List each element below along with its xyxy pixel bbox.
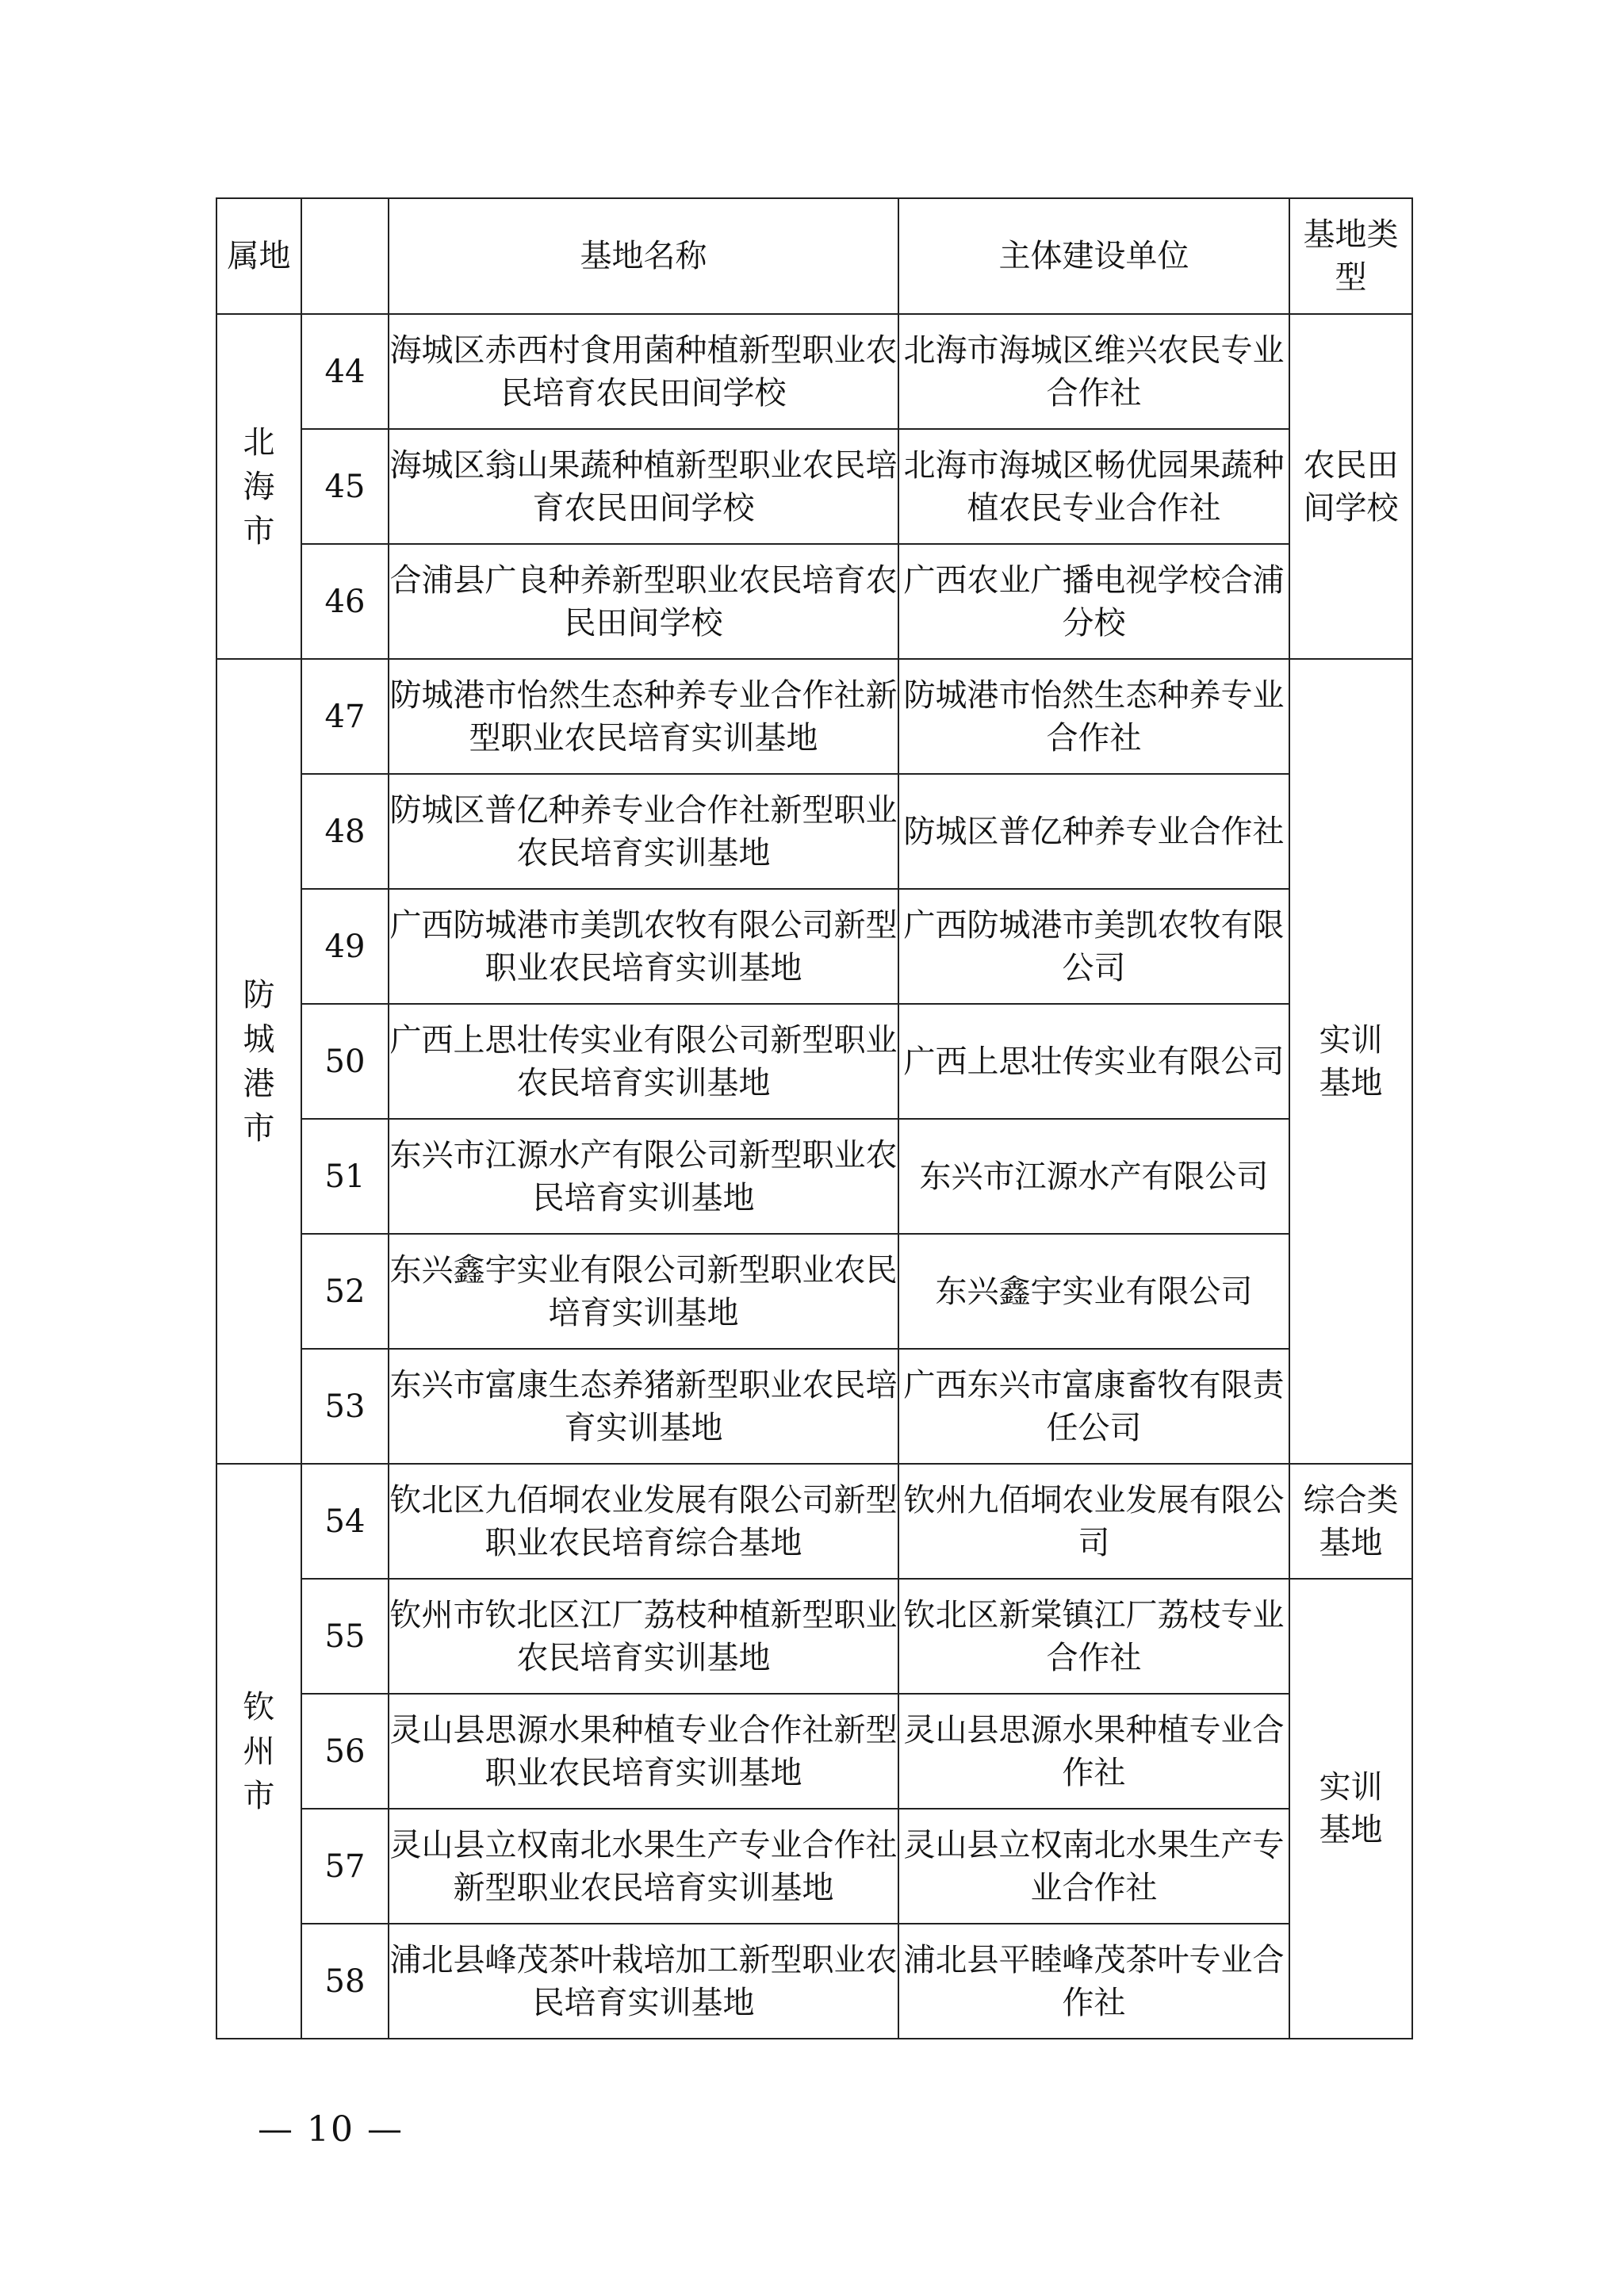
row-number: 57 xyxy=(301,1809,389,1924)
row-number: 56 xyxy=(301,1694,389,1809)
table-row xyxy=(216,429,1412,544)
row-number: 51 xyxy=(301,1119,389,1234)
row-number: 52 xyxy=(301,1234,389,1349)
base-list-table xyxy=(216,197,1413,2039)
table-row xyxy=(216,774,1412,889)
base-name: 钦北区九佰垌农业发展有限公司新型职业农民培育综合基地 xyxy=(389,1464,898,1579)
base-name: 广西上思壮传实业有限公司新型职业农民培育实训基地 xyxy=(389,1004,898,1119)
base-name: 钦州市钦北区江厂荔枝种植新型职业农民培育实训基地 xyxy=(389,1579,898,1694)
table-row xyxy=(216,1464,1412,1579)
table-row xyxy=(216,1119,1412,1234)
table-row xyxy=(216,544,1412,659)
header-base-name: 基地名称 xyxy=(389,198,898,314)
base-type-qinzhou-training: 实训基地 xyxy=(1289,1579,1412,2039)
table-row xyxy=(216,1004,1412,1119)
row-number: 46 xyxy=(301,544,389,659)
base-name: 广西防城港市美凯农牧有限公司新型职业农民培育实训基地 xyxy=(389,889,898,1004)
table-row xyxy=(216,1809,1412,1924)
base-name: 防城区普亿种养专业合作社新型职业农民培育实训基地 xyxy=(389,774,898,889)
base-name: 海城区翁山果蔬种植新型职业农民培育农民田间学校 xyxy=(389,429,898,544)
base-name: 东兴市富康生态养猪新型职业农民培育实训基地 xyxy=(389,1349,898,1464)
construction-unit: 广西农业广播电视学校合浦分校 xyxy=(898,544,1289,659)
table-row xyxy=(216,1694,1412,1809)
base-name: 合浦县广良种养新型职业农民培育农民田间学校 xyxy=(389,544,898,659)
row-number: 50 xyxy=(301,1004,389,1119)
row-number: 58 xyxy=(301,1924,389,2039)
construction-unit: 防城区普亿种养专业合作社 xyxy=(898,774,1289,889)
construction-unit: 钦州九佰垌农业发展有限公司 xyxy=(898,1464,1289,1579)
construction-unit: 东兴鑫宇实业有限公司 xyxy=(898,1234,1289,1349)
header-city: 属地 xyxy=(216,198,301,314)
construction-unit: 防城港市怡然生态种养专业合作社 xyxy=(898,659,1289,774)
construction-unit: 灵山县思源水果种植专业合作社 xyxy=(898,1694,1289,1809)
table-row xyxy=(216,659,1412,774)
base-name: 灵山县立权南北水果生产专业合作社新型职业农民培育实训基地 xyxy=(389,1809,898,1924)
header-base-type: 基地类型 xyxy=(1289,198,1412,314)
row-number: 54 xyxy=(301,1464,389,1579)
city-cell-beihai: 北海市 xyxy=(216,314,301,659)
base-type-qinzhou-comprehensive: 综合类基地 xyxy=(1289,1464,1412,1579)
base-name: 东兴市江源水产有限公司新型职业农民培育实训基地 xyxy=(389,1119,898,1234)
base-type-beihai: 农民田间学校 xyxy=(1289,314,1412,659)
table-row xyxy=(216,314,1412,429)
construction-unit: 钦北区新棠镇江厂荔枝专业合作社 xyxy=(898,1579,1289,1694)
city-cell-fangchenggang: 防城港市 xyxy=(216,659,301,1464)
table-row xyxy=(216,1579,1412,1694)
row-number: 49 xyxy=(301,889,389,1004)
base-name: 东兴鑫宇实业有限公司新型职业农民培育实训基地 xyxy=(389,1234,898,1349)
header-construction-unit: 主体建设单位 xyxy=(898,198,1289,314)
base-name: 海城区赤西村食用菌种植新型职业农民培育农民田间学校 xyxy=(389,314,898,429)
construction-unit: 浦北县平睦峰茂茶叶专业合作社 xyxy=(898,1924,1289,2039)
row-number: 48 xyxy=(301,774,389,889)
construction-unit: 广西防城港市美凯农牧有限公司 xyxy=(898,889,1289,1004)
row-number: 55 xyxy=(301,1579,389,1694)
row-number: 47 xyxy=(301,659,389,774)
construction-unit: 北海市海城区畅优园果蔬种植农民专业合作社 xyxy=(898,429,1289,544)
base-name: 防城港市怡然生态种养专业合作社新型职业农民培育实训基地 xyxy=(389,659,898,774)
construction-unit: 北海市海城区维兴农民专业合作社 xyxy=(898,314,1289,429)
table-row xyxy=(216,1349,1412,1464)
table-row xyxy=(216,1924,1412,2039)
construction-unit: 灵山县立权南北水果生产专业合作社 xyxy=(898,1809,1289,1924)
base-type-fangchenggang: 实训基地 xyxy=(1289,659,1412,1464)
base-name: 灵山县思源水果种植专业合作社新型职业农民培育实训基地 xyxy=(389,1694,898,1809)
city-cell-qinzhou: 钦州市 xyxy=(216,1464,301,2039)
row-number: 45 xyxy=(301,429,389,544)
construction-unit: 广西东兴市富康畜牧有限责任公司 xyxy=(898,1349,1289,1464)
table-header-row xyxy=(216,198,1412,314)
table-row xyxy=(216,1234,1412,1349)
header-number xyxy=(301,198,389,314)
construction-unit: 东兴市江源水产有限公司 xyxy=(898,1119,1289,1234)
row-number: 53 xyxy=(301,1349,389,1464)
base-name: 浦北县峰茂茶叶栽培加工新型职业农民培育实训基地 xyxy=(389,1924,898,2039)
page-number: — 10 — xyxy=(258,2109,404,2150)
construction-unit: 广西上思壮传实业有限公司 xyxy=(898,1004,1289,1119)
table-row xyxy=(216,889,1412,1004)
row-number: 44 xyxy=(301,314,389,429)
